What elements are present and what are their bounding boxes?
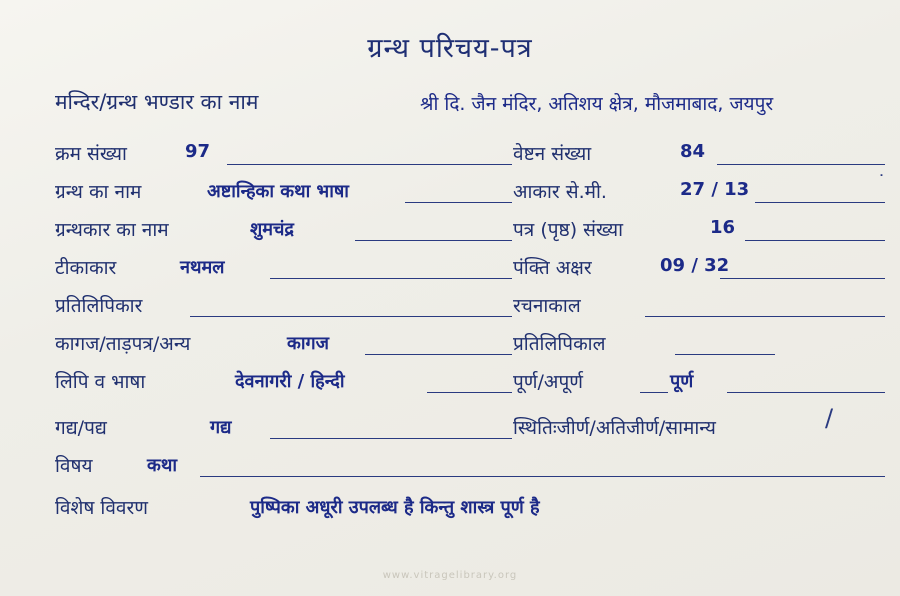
field-value: देवनागरी / हिन्दी — [235, 371, 345, 392]
ink-mark-icon: ˙ — [877, 172, 886, 193]
field-label: विशेष विवरण — [55, 497, 148, 519]
field-rule — [675, 354, 775, 355]
field-value: गद्य — [210, 417, 232, 438]
pen-stroke-icon: / — [825, 404, 834, 432]
field-row — [55, 368, 855, 402]
field-label: टीकाकार — [55, 257, 117, 279]
field-value: पूर्ण — [670, 371, 694, 392]
field-label: ग्रन्थकार का नाम — [55, 219, 169, 241]
field-label: स्थितिःजीर्ण/अतिजीर्ण/सामान्य — [513, 417, 716, 439]
field-value: पुष्पिका अधूरी उपलब्ध है किन्तु शास्त्र पूर्ण है — [250, 497, 540, 518]
field-rule — [745, 240, 885, 241]
field-value: 84 — [680, 141, 706, 162]
field-rule — [365, 354, 512, 355]
page-title: ग्रन्थ परिचय-पत्र — [367, 33, 533, 64]
field-rule — [200, 476, 885, 477]
field-rule — [727, 392, 885, 393]
field-rule — [270, 438, 512, 439]
field-label: क्रम संख्या — [55, 143, 127, 165]
field-rule — [645, 316, 885, 317]
field-label: पूर्ण/अपूर्ण — [513, 371, 583, 393]
field-row — [55, 330, 855, 364]
field-value: कागज — [287, 333, 329, 354]
field-label: आकार से.मी. — [513, 181, 607, 203]
field-rule — [720, 278, 885, 279]
field-value: अष्टान्हिका कथा भाषा — [207, 181, 349, 202]
field-rule — [717, 164, 885, 165]
field-row — [55, 140, 855, 174]
field-value: 16 — [710, 217, 736, 238]
temple-name-label: मन्दिर/ग्रन्थ भण्डार का नाम — [55, 90, 259, 114]
field-rule — [405, 202, 512, 203]
field-label: गद्य/पद्य — [55, 417, 107, 439]
field-rule — [640, 392, 668, 393]
field-rule — [227, 164, 512, 165]
field-value: 09 / 32 — [660, 255, 730, 276]
field-label: रचनाकाल — [513, 295, 581, 317]
field-rule — [755, 202, 885, 203]
field-row — [55, 216, 855, 250]
field-label: वेष्टन संख्या — [513, 143, 592, 165]
field-row — [55, 172, 886, 212]
temple-name-value: श्री दि. जैन मंदिर, अतिशय क्षेत्र, मौजमाबाद, जयपुर — [420, 93, 774, 115]
field-row — [55, 254, 855, 288]
field-value: कथा — [147, 455, 177, 476]
field-row — [55, 404, 855, 448]
field-value: शुमचंद्र — [250, 219, 294, 240]
field-value: नथमल — [180, 257, 225, 278]
field-label: पंक्ति अक्षर — [513, 257, 592, 279]
field-row — [55, 292, 855, 326]
field-rule — [270, 278, 512, 279]
field-label: लिपि व भाषा — [55, 371, 146, 393]
field-label: पत्र (पृष्ठ) संख्या — [513, 219, 624, 241]
watermark: www.vitragelibrary.org — [382, 570, 518, 581]
field-label: ग्रन्थ का नाम — [55, 181, 142, 203]
field-label: कागज/ताड़पत्र/अन्य — [55, 333, 191, 355]
field-label: प्रतिलिपिकाल — [513, 333, 606, 355]
field-rule — [355, 240, 512, 241]
field-row — [55, 494, 855, 528]
field-label: विषय — [55, 455, 93, 477]
field-row — [55, 452, 855, 486]
field-label: प्रतिलिपिकार — [55, 295, 143, 317]
field-value: 97 — [185, 141, 211, 162]
field-rule — [427, 392, 512, 393]
field-rule — [190, 316, 512, 317]
field-value: 27 / 13 — [680, 179, 750, 200]
